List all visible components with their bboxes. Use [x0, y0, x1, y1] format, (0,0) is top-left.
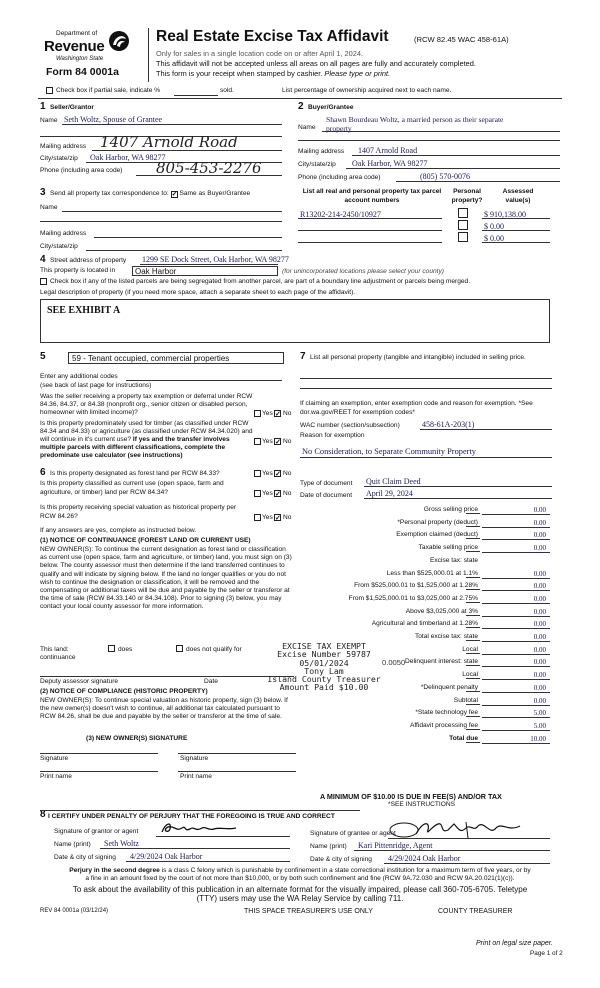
subtitle-1: Only for sales in a single location code on or after April 1, 2024.	[156, 49, 364, 58]
street-label: Street address of property	[50, 257, 127, 264]
reason-value[interactable]: No Consideration, to Separate Community Property	[302, 447, 476, 456]
grantee-date-line	[384, 863, 550, 864]
alt-format-notice: To ask about the availability of this publication in an alternate format for the visually impaired, please call 360-705-6705. Teletype (TTY) users may use the WA Relay Service by calling 711.	[72, 885, 528, 903]
s7-num: 7	[300, 351, 306, 362]
doc-date-label: Date of document	[300, 492, 353, 499]
assessed-line-1	[482, 218, 550, 219]
deputy-date-label: Date	[204, 678, 218, 685]
legal-description: SEE EXHIBIT A	[47, 305, 121, 316]
total-row	[300, 709, 552, 719]
total-row	[300, 531, 552, 541]
does-not-label: does not qualify for	[186, 646, 242, 653]
total-leader	[466, 513, 480, 514]
form-number: Form 84 0001a	[46, 66, 119, 78]
parcel-line-3	[298, 242, 442, 243]
assessed-value-2[interactable]: $ 0.00	[484, 222, 504, 231]
stamp-line-2: Excise Number 59787	[277, 649, 371, 660]
owner-print-line-2	[178, 771, 296, 772]
total-label: Subtotal	[453, 696, 478, 704]
deputy-sig-label: Deputy assessor signature	[40, 678, 119, 685]
seller-name-label: Name	[40, 117, 58, 124]
total-label: Agricultural and timberland at 1.28%	[371, 620, 478, 628]
subtitle-3: This form is your receipt when stamped by cashier. Please type or print.	[156, 69, 391, 78]
parcels-col2-header: Personal property?	[451, 188, 483, 204]
grantor-sig-line	[156, 836, 290, 837]
s8-heading: I CERTIFY UNDER PENALTY OF PERJURY THAT THE FOREGOING IS TRUE AND CORRECT	[48, 813, 335, 820]
s7-line-2	[300, 388, 552, 389]
s6-q1-yes-checkbox[interactable]	[254, 470, 261, 477]
form-rcw: (RCW 82.45 WAC 458-61A)	[414, 35, 509, 44]
total-label: Excise tax: state	[429, 556, 478, 564]
grantee-sig-label: Signature of grantee or agent	[310, 830, 396, 837]
total-value[interactable]: 0.00	[482, 684, 550, 693]
total-label: Less than $525,000.01 at 1.1%	[386, 569, 478, 577]
total-leader	[466, 627, 480, 628]
codes-line	[126, 380, 282, 381]
s5-q1-yes-label: Yes	[262, 410, 273, 417]
doc-date[interactable]: April 29, 2024	[366, 489, 413, 498]
buyer-name-line1[interactable]: Shawn Bourdeau Woltz, a married person as their separate	[326, 115, 504, 124]
historic-heading: (2) NOTICE OF COMPLIANCE (HISTORIC PROPERTY)	[40, 688, 208, 695]
total-value[interactable]: 10.00	[482, 735, 550, 744]
dor-swirl-icon	[108, 30, 130, 52]
does-checkbox[interactable]	[108, 645, 115, 652]
seller-heading: Seller/Grantor	[50, 104, 94, 111]
corr-name-line	[62, 211, 282, 212]
state-line: Washington State	[56, 56, 104, 62]
grantor-sig-label: Signature of grantor or agent	[54, 828, 139, 835]
buyer-phone-label: Phone (including area code)	[298, 174, 381, 181]
total-label: Local	[462, 671, 478, 679]
historic-text: NEW OWNER(S): To continue special valuation as historic property, sign (3) below. If the new owner(s) doesn't wish to continue, all additional tax calculated pursuant to RCW 84.26, shall be due and payable by the seller or transferor at the time of sale.	[40, 697, 288, 721]
total-leader	[466, 589, 480, 590]
total-leader	[466, 716, 480, 717]
s6-q1-no-checkbox[interactable]: ✓	[275, 471, 281, 478]
total-label: Gross selling price	[423, 506, 478, 513]
ownership-note: List percentage of ownership acquired next to each name.	[282, 87, 452, 94]
does-label: does	[118, 646, 133, 653]
corr-text: Send all property tax correspondence to: ✓ Same as Buyer/Grantee	[50, 190, 251, 198]
dept-line: Department of	[56, 30, 98, 37]
total-value[interactable]: 0.00	[482, 633, 550, 642]
s5-q1-yes-checkbox[interactable]	[254, 410, 261, 417]
total-label: *Delinquent penalty	[420, 683, 478, 691]
assessed-value-3[interactable]: $ 0.00	[484, 234, 504, 243]
stamp-line-1: EXCISE TAX EXEMPT	[282, 641, 366, 651]
wac-number[interactable]: 458-61A-203(1)	[422, 420, 475, 429]
page-number: Page 1 of 2	[530, 950, 563, 957]
total-label: Delinquent interest: state	[405, 658, 478, 666]
legal-description-box[interactable]	[40, 299, 550, 343]
owner-sig-line-2	[178, 753, 296, 754]
buyer-name-line2	[298, 140, 560, 141]
see-instructions: *SEE INSTRUCTIONS	[388, 801, 456, 808]
total-value[interactable]: 0.00	[482, 544, 550, 553]
s6-q3-no-checkbox[interactable]: ✓	[275, 515, 281, 522]
buyer-num: 2	[298, 101, 304, 112]
grantor-date-label: Date & city of signing	[54, 854, 116, 861]
assessed-value-1[interactable]: $ 910,138.00	[484, 210, 526, 219]
segregated-checkbox[interactable]	[40, 278, 47, 285]
stamp-line-6: Amount Paid $10.00	[279, 682, 369, 693]
parcel-line-1	[298, 218, 442, 219]
s6-q3-yes-label: Yes	[262, 514, 273, 521]
total-label: Local	[462, 645, 478, 653]
grantor-name-label: Name (print)	[54, 841, 91, 848]
continuance-label: continuance	[40, 654, 76, 661]
doc-date-line	[364, 498, 552, 499]
total-row	[300, 582, 552, 592]
total-row	[300, 506, 552, 516]
street-line	[140, 264, 278, 265]
codes-note: (see back of last page for instructions)	[40, 382, 152, 389]
owner-print-line-1	[40, 771, 158, 772]
legal-label: Legal description of property (if you need more space, attach a separate sheet to each page of the affidavit).	[40, 289, 356, 296]
s6-q2-no-label: No	[283, 490, 292, 497]
stamp-line-3: 05/01/2024	[299, 657, 349, 668]
land-use-select[interactable]: 59 - Tenant occupied, commercial properties	[68, 352, 284, 364]
s5-q2-no-checkbox[interactable]: ✓	[275, 439, 281, 446]
seller-phone-label: Phone (including area code)	[40, 167, 123, 174]
total-leader	[466, 615, 480, 616]
total-row	[300, 697, 552, 707]
total-row	[300, 519, 552, 529]
s6-q1: Is this property designated as forest land per RCW 84.33?	[50, 470, 220, 477]
codes-label: Enter any additional codes	[40, 373, 118, 380]
stamp-line-5: Island County Treasurer	[267, 674, 381, 685]
parcels-col1-header: List all real and personal property tax parcel account numbers	[302, 188, 442, 204]
perjury-notice: Perjury in the second degree is a class C felony which is punishable by confinement in a state correctional institution for a maximum term of five years, or by a fine in an amount fixed by the court of not more than $10,000, or by both such confinement and fine (RCW 9A.72.030 and RCW 9A.20.021(1)(c)).	[69, 867, 531, 882]
total-row	[300, 544, 552, 554]
seller-phone[interactable]: 805-453-2276	[156, 159, 262, 177]
s7-text: List all personal property (tangible and intangible) included in selling price.	[310, 354, 526, 361]
grantee-name-label: Name (print)	[310, 843, 347, 850]
s5-q2: Is this property predominately used for timber (as classified under RCW 84.34 and 84.33) or agriculture (as classified under RCW 84.34.020) and will continue in it's current use? If yes and the transfer involves multiple parcels with different classifications, complete the predominate use calculator (see instructions)	[40, 420, 253, 459]
segregated-label: Check box if any of the listed parcels are being segregated from another parcel, are part of a boundary line adjustment or parcels being merged.	[50, 278, 471, 285]
buyer-mailing-label: Mailing address	[298, 148, 345, 155]
total-label: Above $3,025,000 at 3%	[405, 607, 478, 615]
doc-type[interactable]: Quit Claim Deed	[366, 477, 421, 486]
total-value[interactable]: 5.00	[482, 722, 550, 731]
s6-q3-no-label: No	[283, 514, 292, 521]
total-leader	[466, 704, 480, 705]
s5-q1-no-checkbox[interactable]: ✓	[275, 411, 281, 418]
s5-num: 5	[40, 351, 46, 362]
grantee-date-label: Date & city of signing	[310, 856, 372, 863]
rev-number: REV 84 0001a (03/12/24)	[40, 908, 109, 914]
total-leader	[466, 577, 480, 578]
continuance-text: NEW OWNER(S): To continue the current designation as forest land or classification as current use (open space, farm and agriculture, or timber) land, you must sign on (3) below. The county assessor must then determine if the land transferred continues to qualify and will indicate by signing below. If the land no longer qualifies or you do not wish to continue the designation or classification, it will be removed and the compensating or additional taxes will be due and payable by the seller or transferor at the time of sale (RCW 84.33.140 or 84.34.108). Prior to signing (3) below, you may contact your local county assessor for more information.	[40, 546, 292, 611]
total-value[interactable]: 0.00	[482, 506, 550, 515]
parcel-line-2	[298, 230, 442, 231]
total-row	[300, 570, 552, 580]
personal-property-checkbox-1[interactable]	[458, 208, 468, 218]
total-value[interactable]: 0.00	[482, 620, 550, 629]
total-row	[300, 557, 552, 567]
subtitle-2: This affidavit will not be accepted unless all areas on all pages are fully and accurately completed.	[156, 59, 476, 68]
owner-sig-label-1: Signature	[40, 755, 69, 762]
located-label: This property is located in	[40, 267, 116, 274]
total-label: Exemption claimed (deduct)	[396, 531, 478, 539]
located-note: (for unincorporated locations please select your county)	[282, 268, 445, 275]
s5-q1: Was the seller receiving a property tax exemption or deferral under RCW 84.36, 84.37, or 84.38 (nonprofit org., senior citizen or disabled person, homeowner with limited income)?	[40, 393, 253, 416]
s5-q1-no-label: No	[283, 410, 292, 417]
partial-pct-line	[174, 95, 218, 96]
doc-type-label: Type of document	[300, 480, 353, 487]
s6-note: If any answers are yes, complete as instructed below.	[40, 527, 197, 534]
s6-q1-yes-label: Yes	[262, 470, 273, 477]
buyer-city-line	[346, 168, 560, 169]
this-land-label: This land:	[40, 646, 69, 653]
buyer-phone-line	[396, 181, 560, 182]
total-value[interactable]: 0.00	[482, 595, 550, 604]
total-leader	[466, 538, 480, 539]
rule-top	[38, 98, 562, 99]
reason-label: Reason for exemption	[300, 432, 365, 439]
does-not-checkbox[interactable]	[176, 645, 183, 652]
property-num: 4	[40, 254, 46, 265]
s6-q2-yes-label: Yes	[262, 490, 273, 497]
total-row	[300, 735, 552, 745]
buyer-heading: Buyer/Grantee	[308, 104, 354, 111]
total-value[interactable]: 0.00	[482, 531, 550, 540]
located-select[interactable]: Oak Harbor	[132, 266, 278, 276]
s8-num: 8	[40, 809, 46, 820]
total-leader	[466, 678, 480, 679]
total-value[interactable]: 0.00	[482, 658, 550, 667]
seller-name[interactable]: Seth Woltz, Spouse of Grantee	[64, 115, 163, 124]
s6-q3-yes-checkbox[interactable]	[254, 514, 261, 521]
total-leader	[466, 742, 480, 743]
grantor-date[interactable]: 4/29/2024 Oak Harbor	[130, 852, 203, 861]
total-row	[300, 608, 552, 618]
s5-q2-yes-label: Yes	[262, 438, 273, 445]
grantor-signature[interactable]	[158, 820, 240, 836]
grantor-date-line	[126, 861, 290, 862]
s6-num: 6	[40, 467, 46, 478]
total-label: Affidavit processing fee	[409, 721, 478, 729]
grantor-name[interactable]: Seth Woltz	[104, 839, 139, 848]
total-label: Taxable selling price	[418, 544, 478, 552]
buyer-city[interactable]: Oak Harbor, WA 98277	[352, 159, 428, 168]
form-title: Real Estate Excise Tax Affidavit	[156, 28, 389, 45]
buyer-phone[interactable]: (805) 570-0076	[420, 172, 470, 181]
owner-sig-line-1	[40, 753, 158, 754]
stamp-line-4: Tony Lam	[304, 665, 344, 676]
total-leader	[466, 653, 480, 654]
county-treasurer: COUNTY TREASURER	[438, 908, 513, 915]
grantee-signature[interactable]	[380, 818, 530, 840]
buyer-name-label: Name	[298, 124, 316, 131]
parcel-number-1[interactable]: R13202-214-2450/10927	[300, 210, 381, 219]
excise-stamp	[256, 642, 392, 692]
owner-print-label-2: Print name	[180, 773, 212, 780]
street-address[interactable]: 1299 SE Dock Street, Oak Harbor, WA 98277	[142, 255, 289, 264]
seller-mailing-label: Mailing address	[40, 143, 87, 150]
total-leader	[466, 602, 480, 603]
s6-q3: Is this property receiving special valuation as historical property per RCW 84.26?	[40, 504, 237, 520]
seller-num: 1	[40, 101, 46, 112]
corr-city-label: City/state/zip	[40, 243, 78, 250]
buyer-name-line2[interactable]: property	[326, 124, 352, 133]
personal-property-checkbox-3[interactable]	[458, 232, 468, 242]
total-value[interactable]: 0.00	[482, 570, 550, 579]
same-as-buyer-checkbox[interactable]: ✓	[171, 191, 178, 198]
total-row	[300, 595, 552, 605]
s5-q2-yes-checkbox[interactable]	[254, 438, 261, 445]
assessed-line-3	[482, 242, 550, 243]
total-leader	[466, 691, 480, 692]
total-row	[300, 722, 552, 732]
grantee-name[interactable]: Kari Pittenridge, Agent	[358, 841, 433, 850]
corr-num: 3	[40, 187, 46, 198]
s6-q2-no-checkbox[interactable]: ✓	[275, 491, 281, 498]
seller-name-line	[62, 124, 282, 125]
partial-sale-checkbox[interactable]	[46, 87, 53, 94]
buyer-name-line	[322, 131, 560, 132]
total-label: *State technology fee	[415, 709, 478, 717]
seller-city[interactable]: Oak Harbor, WA 98277	[90, 153, 166, 162]
total-label: Total due	[449, 734, 478, 742]
total-leader	[466, 729, 480, 730]
corr-mailing-label: Mailing address	[40, 230, 87, 237]
total-row	[300, 620, 552, 630]
corr-city-line	[86, 250, 282, 251]
personal-property-checkbox-2[interactable]	[458, 220, 468, 230]
owner-print-label-1: Print name	[40, 773, 72, 780]
wac-label: WAC number (section/subsection)	[300, 422, 400, 429]
grantee-date[interactable]: 4/29/2024 Oak Harbor	[388, 854, 461, 863]
new-owner-sig-heading: (3) NEW OWNER(S) SIGNATURE	[86, 735, 188, 742]
total-label: From $1,525,000.01 to $3,025,000 at 2.75%	[348, 594, 478, 602]
revenue-wordmark: Revenue	[44, 38, 105, 55]
total-label: Total excise tax: state	[414, 633, 478, 640]
seller-mailing-line	[92, 150, 282, 151]
buyer-city-label: City/state/zip	[298, 161, 336, 168]
corr-name-label: Name	[40, 204, 58, 211]
grantor-name-line	[100, 848, 290, 849]
total-label: From $525,000.01 to $1,525,000 at 1.28%	[354, 582, 478, 590]
corr-name-line2	[40, 221, 282, 222]
legal-size-note: Print on legal size paper.	[476, 940, 553, 947]
buyer-mailing-line	[352, 155, 560, 156]
seller-mailing[interactable]: 1407 Arnold Road	[100, 133, 238, 151]
total-value[interactable]: 0.00	[482, 697, 550, 706]
total-leader	[466, 665, 480, 666]
exemption-claim-text: If claiming an exemption, enter exemption code and reason for exemption. *See dor.wa.gov/REET for exemption codes*	[300, 400, 533, 416]
s5-q2-no-label: No	[283, 438, 292, 445]
local-rate: 0.0050	[382, 658, 406, 667]
s6-q1-no-label: No	[283, 470, 292, 477]
doc-type-line	[364, 486, 552, 487]
total-leader	[466, 551, 480, 552]
grantee-name-line	[354, 850, 550, 851]
total-value[interactable]: 0.00	[482, 671, 550, 680]
total-value[interactable]: 0.00	[482, 646, 550, 655]
wac-line	[420, 429, 552, 430]
total-value[interactable]: 0.00	[482, 519, 550, 528]
s6-q2-yes-checkbox[interactable]	[254, 490, 261, 497]
partial-sale-label: Check box if partial sale, indicate %	[56, 87, 161, 94]
total-value[interactable]: 5.00	[482, 709, 550, 718]
header-divider	[148, 28, 149, 82]
total-leader	[466, 640, 480, 641]
s6-q2: Is this property classified as current use (open space, farm and agriculture, or timber) land per RCW 84.34?	[40, 480, 224, 496]
reason-line	[300, 457, 552, 458]
parcels-col3-header: Assessed value(s)	[502, 188, 534, 204]
partial-sold-label: sold.	[220, 87, 234, 94]
assessed-line-2	[482, 230, 550, 231]
total-leader	[466, 526, 480, 527]
total-label: *Personal property (deduct)	[397, 518, 478, 526]
owner-sig-label-2: Signature	[180, 755, 209, 762]
grantee-sig-line	[388, 838, 550, 839]
corr-mailing-line	[94, 237, 282, 238]
seller-phone-line	[136, 175, 282, 176]
s7-line-1	[300, 378, 552, 379]
buyer-mailing[interactable]: 1407 Arnold Road	[358, 146, 418, 155]
treasurer-use: THIS SPACE TREASURER'S USE ONLY	[244, 908, 373, 915]
total-value[interactable]: 0.00	[482, 608, 550, 617]
seller-city-label: City/state/zip	[40, 155, 78, 162]
minimum-notice: A MINIMUM OF $10.00 IS DUE IN FEE(S) AND/OR TAX	[320, 792, 502, 801]
continuance-heading: (1) NOTICE OF CONTINUANCE (FOREST LAND OR CURRENT USE)	[40, 537, 251, 544]
s8-rule	[40, 810, 360, 811]
total-value[interactable]: 0.00	[482, 582, 550, 591]
